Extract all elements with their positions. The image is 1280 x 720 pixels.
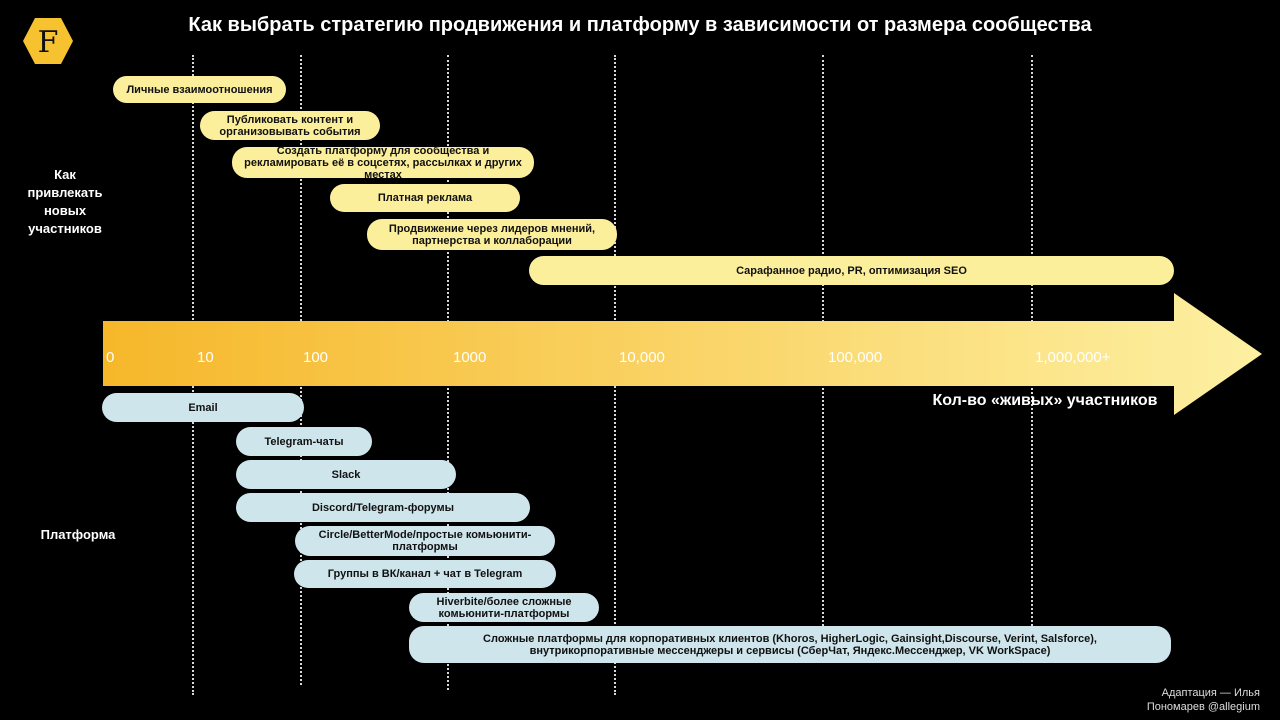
credit-line-2: Пономарев @allegium — [1146, 701, 1260, 713]
strategy-word-of-mouth: Сарафанное радио, PR, оптимизация SEO — [529, 256, 1174, 285]
axis-label: Кол-во «живых» участников — [932, 392, 1158, 409]
tick-label: 1000 — [453, 349, 487, 366]
platform-hiverbite: Hiverbite/более сложные комьюнити-платформы — [409, 593, 599, 622]
tick-label: 0 — [106, 349, 115, 366]
attract-section-label: Как привлекать новых участников — [27, 167, 103, 236]
platform-discord-telegram-forums: Discord/Telegram-форумы — [236, 493, 530, 522]
strategy-influencers: Продвижение через лидеров мнений, партнерства и коллаборации — [367, 219, 617, 250]
platform-telegram-chats: Telegram-чаты — [236, 427, 372, 456]
tick-label: 1,000,000+ — [1035, 349, 1111, 366]
tick-label: 10,000 — [619, 349, 665, 366]
strategy-paid-ads: Платная реклама — [330, 184, 520, 212]
platform-slack: Slack — [236, 460, 456, 489]
strategy-personal-relations: Личные взаимоотношения — [113, 76, 286, 103]
logo-letter: F — [37, 25, 59, 60]
credit-line-1: Адаптация — Илья — [1161, 687, 1260, 699]
platform-email: Email — [102, 393, 304, 422]
tick-label: 100,000 — [828, 349, 883, 366]
platform-vk-telegram: Группы в ВК/канал + чат в Telegram — [294, 560, 556, 588]
page-title: Как выбрать стратегию продвижения и платформу в зависимости от размера сообщества — [188, 14, 1092, 36]
credit — [1147, 686, 1260, 714]
platform-enterprise: Сложные платформы для корпоративных клиентов (Khoros, HigherLogic, Gainsight,Discourse, Verint, Salsforce), внутрикорпоративные мессенджеры и сервисы (СберЧат, Яндекс.Мессенджер, VK WorkSpace) — [409, 626, 1171, 663]
tick-label: 100 — [303, 349, 329, 366]
platform-section-label: Платформа — [40, 527, 116, 542]
strategy-own-platform: Создать платформу для сообщества и рекламировать её в соцсетях, рассылках и других местах — [232, 147, 534, 178]
platform-circle-bettermode: Circle/BetterMode/простые комьюнити-платформы — [295, 526, 555, 556]
strategy-content-events: Публиковать контент и организовывать события — [200, 111, 380, 140]
tick-label: 10 — [197, 349, 214, 366]
